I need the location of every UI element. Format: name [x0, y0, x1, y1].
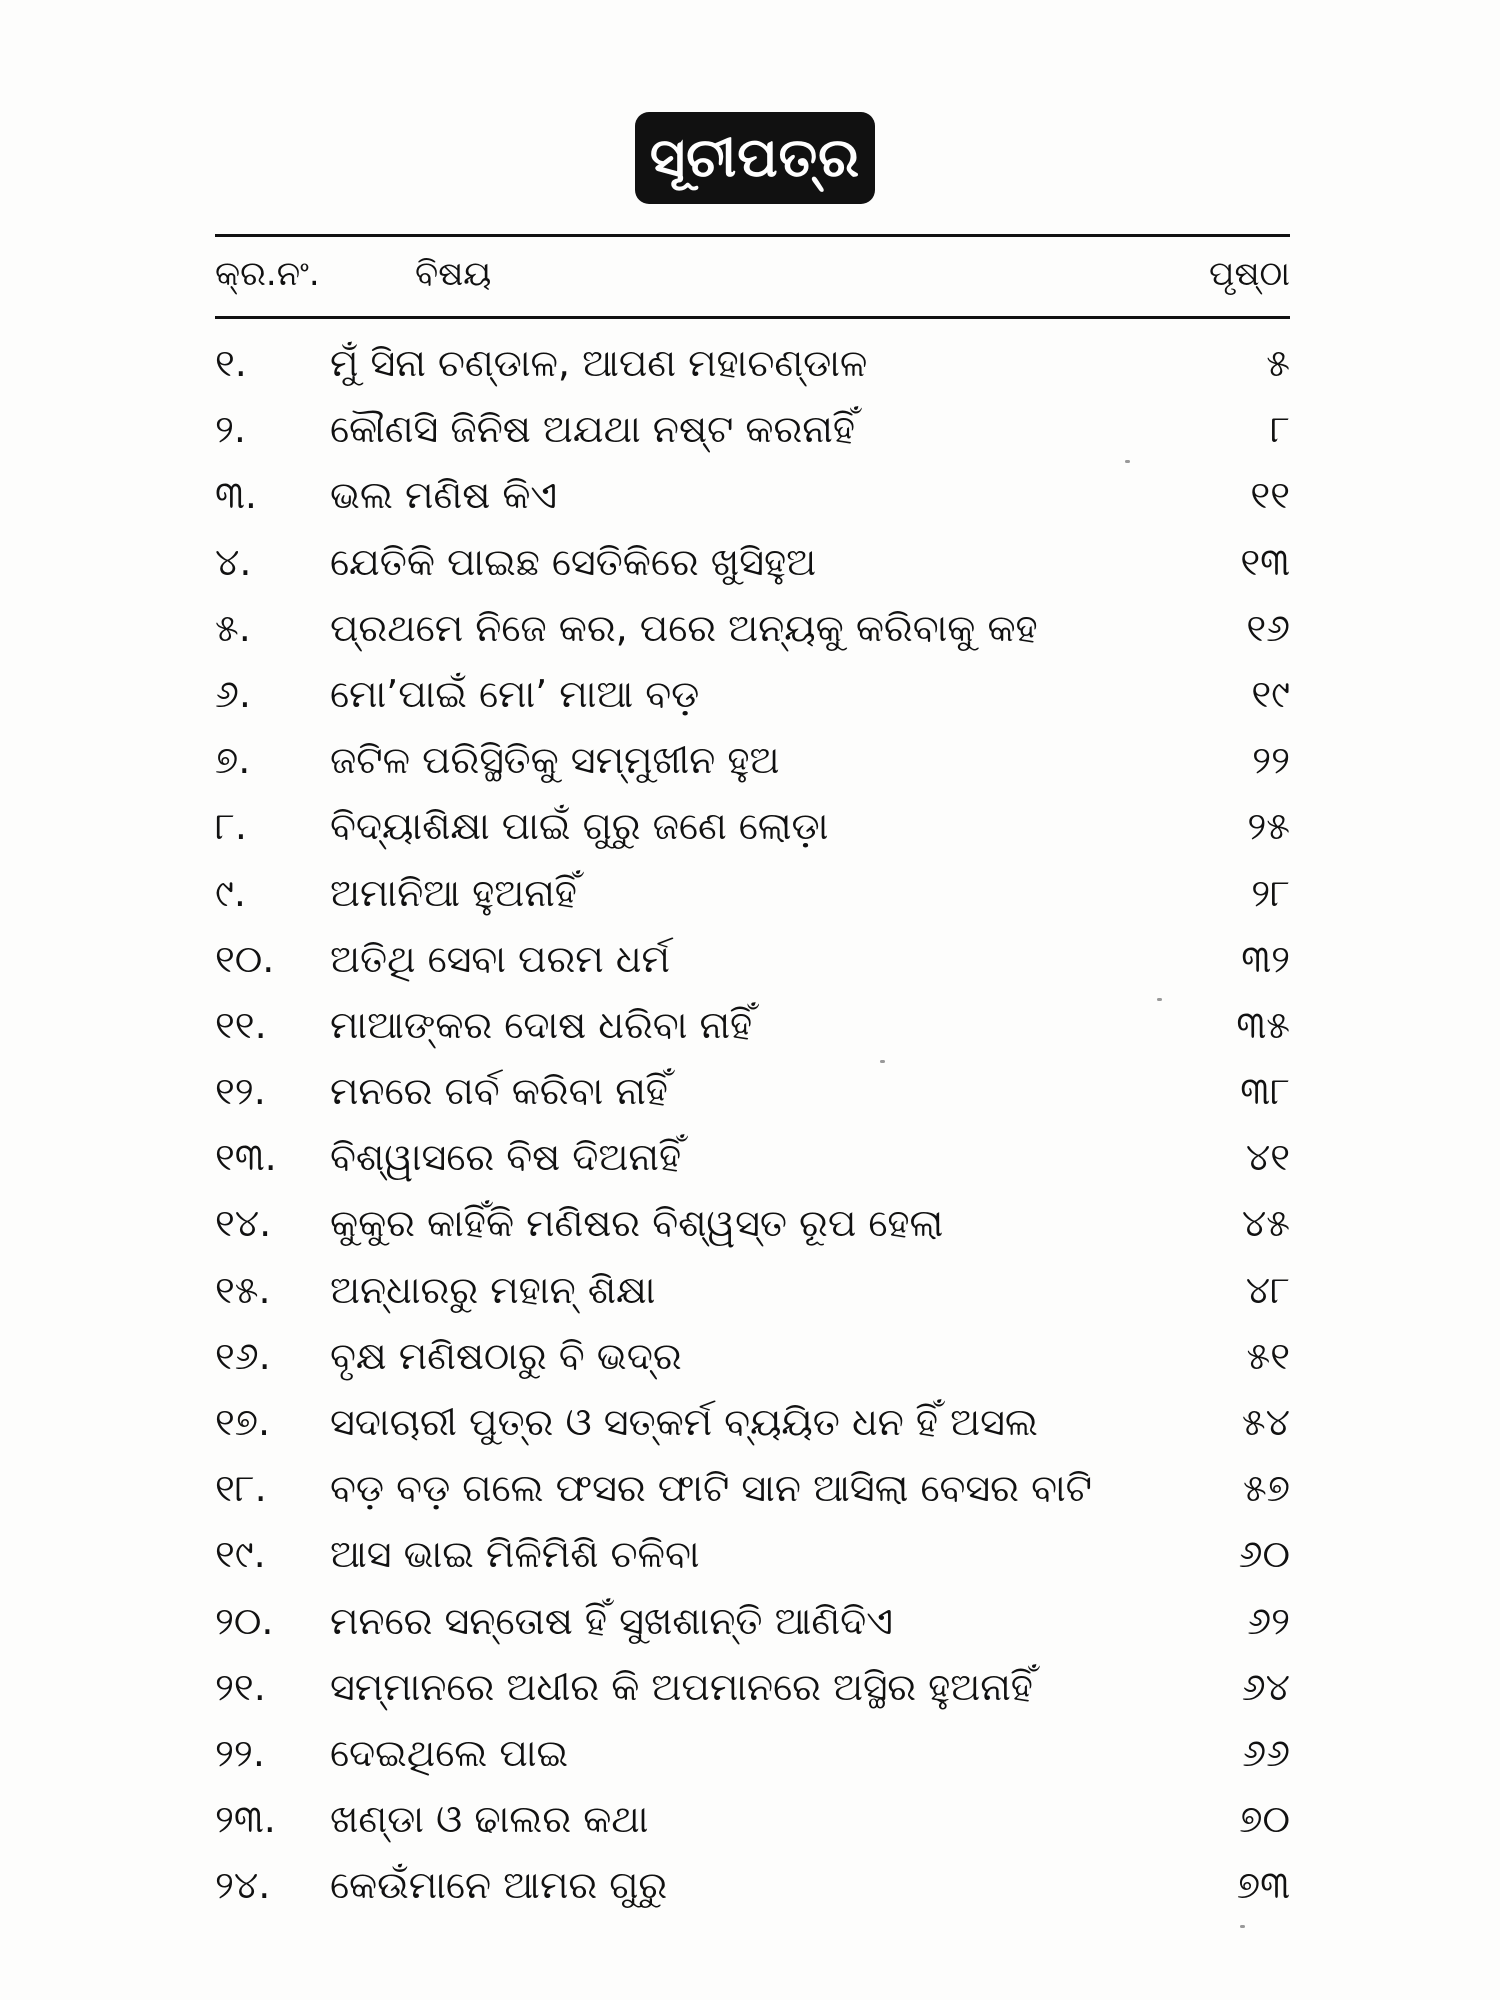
entry-number: ୧୮.: [215, 1466, 267, 1511]
header-page: ପୃଷ୍ଠା: [1209, 254, 1290, 294]
entry-title: କୁକୁର କାହିଁକି ମଣିଷର ବିଶ୍ୱସ୍ତ ରୂପ ହେଲା: [330, 1201, 944, 1246]
entry-page: ୩୮: [1240, 1069, 1290, 1114]
entry-title: ବଡ଼ ବଡ଼ ଗଲେ ଫସର ଫାଟି ସାନ ଆସିଲା ବେସର ବାଟି: [330, 1466, 1092, 1511]
entry-number: ୨୨.: [215, 1730, 265, 1775]
entry-title: ଅମାନିଆ ହୁଅନାହିଁ: [330, 870, 577, 915]
entry-number: ୪.: [215, 539, 252, 584]
list-item: [215, 1257, 1290, 1323]
entry-number: ୧୧.: [215, 1002, 267, 1047]
header-bottom-rule: [215, 316, 1290, 319]
entry-title: ବୃକ୍ଷ ମଣିଷଠାରୁ ବି ଭଦ୍ର: [330, 1333, 682, 1378]
entry-page: ୪୮: [1245, 1267, 1290, 1312]
entry-title: ବିଶ୍ୱାସରେ ବିଷ ଦିଅନାହିଁ: [330, 1135, 682, 1180]
list-item: [215, 727, 1290, 793]
header-subject: ବିଷୟ: [415, 254, 492, 294]
list-item: [215, 1058, 1290, 1124]
entry-title: କୌଣସି ଜିନିଷ ଅଯଥା ନଷ୍ଟ କରନାହିଁ: [330, 407, 855, 452]
list-item: [215, 1190, 1290, 1256]
entry-page: ୬୪: [1241, 1664, 1290, 1709]
entry-number: ୧୪.: [215, 1201, 272, 1246]
list-item: [215, 1588, 1290, 1654]
entry-number: ୭.: [215, 738, 251, 783]
list-item: [215, 661, 1290, 727]
list-item: [215, 1521, 1290, 1587]
list-item: [215, 595, 1290, 661]
entry-page: ୫୪: [1241, 1400, 1290, 1444]
entry-number: ୯.: [215, 870, 246, 915]
list-item: [215, 462, 1290, 528]
entry-page: ୩୫: [1236, 1002, 1290, 1047]
list-item: [215, 926, 1290, 992]
entry-page: ୧୯: [1251, 671, 1290, 716]
paper-speck: [1240, 1925, 1245, 1928]
entry-page: ୧୩: [1240, 539, 1290, 584]
entry-title: ମନରେ ସନ୍ତୋଷ ହିଁ ସୁଖଶାନ୍ତି ଆଣିଦିଏ: [330, 1598, 893, 1643]
paper-speck: [1125, 460, 1130, 463]
entry-page: ୨୫: [1247, 804, 1290, 849]
entry-page: ୫୭: [1243, 1466, 1290, 1511]
entry-title: ବିଦ୍ୟାଶିକ୍ଷା ପାଇଁ ଗୁରୁ ଜଣେ ଲୋଡ଼ା: [330, 804, 829, 849]
entry-number: ୧.: [215, 341, 247, 385]
paper-speck: [880, 1060, 885, 1063]
list-item: [215, 793, 1290, 859]
entry-page: ୪୧: [1245, 1135, 1290, 1180]
entry-number: ୬.: [215, 671, 251, 716]
entry-page: ୬୬: [1242, 1730, 1290, 1775]
entry-page: ୧୧: [1250, 473, 1290, 518]
entry-number: ୨୩.: [215, 1797, 276, 1842]
entry-page: ୪୫: [1241, 1201, 1290, 1246]
entry-number: ୨୪.: [215, 1863, 271, 1908]
list-item: [215, 1389, 1290, 1455]
list-item: [215, 1720, 1290, 1786]
entry-number: ୧୯.: [215, 1532, 266, 1577]
entry-title: ଦେଇଥିଲେ ପାଇ: [330, 1730, 569, 1775]
entry-number: ୫.: [215, 605, 251, 650]
entry-title: ଜଟିଳ ପରିସ୍ଥିତିକୁ ସମ୍ମୁଖୀନ ହୁଅ: [330, 738, 780, 783]
list-item: [215, 1786, 1290, 1852]
list-item: [215, 1654, 1290, 1720]
list-item: [215, 330, 1290, 396]
entry-title: ଅନ୍ଧାରରୁ ମହାନ୍ ଶିକ୍ଷା: [330, 1267, 656, 1312]
list-item: [215, 1124, 1290, 1190]
entry-page: ୬୦: [1238, 1532, 1290, 1577]
entry-page: ୫: [1266, 341, 1290, 385]
entry-number: ୧୬.: [215, 1333, 271, 1378]
entry-page: ୮: [1270, 407, 1290, 452]
entry-page: ୭୩: [1236, 1863, 1290, 1908]
entry-number: ୩.: [215, 473, 257, 518]
entry-page: ୩୨: [1241, 936, 1290, 981]
entry-page: ୨୨: [1252, 738, 1290, 783]
entry-number: ୨.: [215, 407, 247, 452]
list-item: [215, 1455, 1290, 1521]
entry-page: ୫୧: [1246, 1333, 1290, 1378]
title-box: [635, 112, 875, 204]
entry-number: ୧୫.: [215, 1267, 271, 1312]
entry-number: ୨୦.: [215, 1598, 274, 1643]
header-number: କ୍ର.ନଂ.: [215, 254, 320, 294]
toc-list: [215, 330, 1290, 1919]
entry-number: ୮.: [215, 804, 247, 849]
list-item: [215, 529, 1290, 595]
entry-page: ୬୨: [1247, 1598, 1290, 1643]
list-item: [215, 396, 1290, 462]
entry-number: ୧୦.: [215, 936, 275, 981]
entry-title: ଆସ ଭାଇ ମିଳିମିଶି ଚଳିବା: [330, 1532, 700, 1577]
entry-title: ମାଆଙ୍କର ଦୋଷ ଧରିବା ନାହିଁ: [330, 1002, 753, 1047]
list-item: [215, 860, 1290, 926]
entry-title: ପ୍ରଥମେ ନିଜେ କର, ପରେ ଅନ୍ୟକୁ କରିବାକୁ କହ: [330, 605, 1038, 650]
entry-title: କେଉଁମାନେ ଆମର ଗୁରୁ: [330, 1863, 668, 1908]
list-item: [215, 992, 1290, 1058]
entry-number: ୧୭.: [215, 1400, 271, 1444]
entry-title: ଯେତିକି ପାଇଛ ସେତିକିରେ ଖୁସିହୁଅ: [330, 539, 817, 584]
list-item: [215, 1323, 1290, 1389]
page-title: ସୂଚୀପତ୍ର: [649, 126, 861, 189]
table-header: [215, 240, 1290, 312]
paper-speck: [1157, 998, 1162, 1001]
header-top-rule: [215, 234, 1290, 237]
entry-title: ମୋ’ପାଇଁ ମୋ’ ମାଆ ବଡ଼: [330, 671, 700, 716]
entry-page: ୭୦: [1239, 1797, 1290, 1842]
entry-number: ୧୩.: [215, 1135, 277, 1180]
entry-page: ୨୮: [1251, 870, 1290, 915]
entry-title: ମନରେ ଗର୍ବ କରିବା ନାହିଁ: [330, 1069, 668, 1114]
entry-title: ଭଲ ମଣିଷ କିଏ: [330, 473, 558, 518]
entry-title: ଖଣ୍ଡା ଓ ଢାଲର କଥା: [330, 1797, 649, 1842]
entry-page: ୧୬: [1246, 605, 1290, 650]
list-item: [215, 1852, 1290, 1918]
entry-title: ସମ୍ମାନରେ ଅଧୀର କି ଅପମାନରେ ଅସ୍ଥିର ହୁଅନାହିଁ: [330, 1664, 1033, 1709]
entry-number: ୧୨.: [215, 1069, 266, 1114]
entry-title: ମୁଁ ସିନା ଚଣ୍ଡାଳ, ଆପଣ ମହାଚଣ୍ଡାଳ: [330, 341, 868, 385]
entry-title: ସଦାଚାରୀ ପୁତ୍ର ଓ ସତ୍କର୍ମ ବ୍ୟୟିତ ଧନ ହିଁ ଅସଲ: [330, 1400, 1038, 1444]
entry-title: ଅତିଥି ସେବା ପରମ ଧର୍ମ: [330, 936, 670, 981]
entry-number: ୨୧.: [215, 1664, 266, 1709]
